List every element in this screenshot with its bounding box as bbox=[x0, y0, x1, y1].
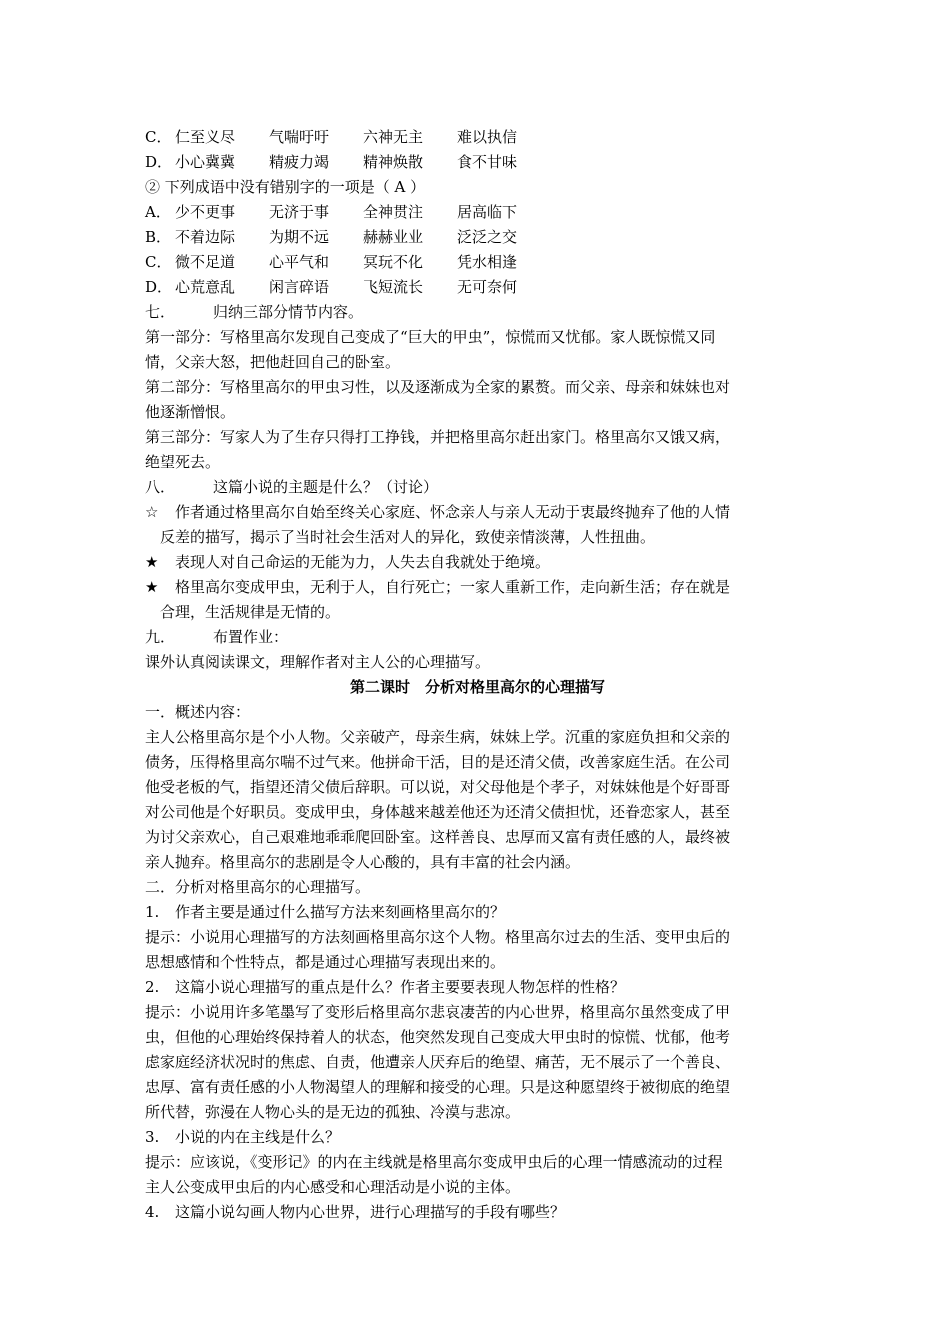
star-outline-icon: ☆ bbox=[145, 503, 159, 521]
paragraph-line: 主人公格里高尔是个小人物。父亲破产，母亲生病，妹妹上学。沉重的家庭负担和父亲的 bbox=[145, 728, 731, 746]
bullet-item: ★ 格里高尔变成甲虫，无利于人，自行死亡；一家人重新工作，走向新生活；存在就是 bbox=[145, 575, 810, 600]
option-row: C． 微不足道 心平气和 冥玩不化 凭水相逢 bbox=[145, 253, 518, 271]
paragraph-line: 为讨父亲欢心，自己艰难地乖乖爬回卧室。这样善良、忠厚而又富有责任感的人，最终被 bbox=[145, 828, 731, 846]
bullet-item: ★ 表现人对自己命运的无能为力，人失去自我就处于绝境。 bbox=[145, 550, 810, 575]
answer-line: 提示：应该说，《变形记》的内在主线就是格里高尔变成甲虫后的心理一情感流动的过程 bbox=[145, 1153, 723, 1171]
question-2: ② 下列成语中没有错别字的一项是（ A ） bbox=[145, 178, 426, 196]
section-9-heading: 九． 布置作业： bbox=[145, 628, 289, 646]
paragraph-line: 课外认真阅读课文，理解作者对主人公的心理描写。 bbox=[145, 653, 491, 671]
answer-line: 提示：小说用许多笔墨写了变形后格里高尔悲哀凄苦的内心世界，格里高尔虽然变成了甲 bbox=[145, 1003, 731, 1021]
question-1: 1. 作者主要是通过什么描写方法来刻画格里高尔的？ bbox=[145, 903, 506, 921]
paragraph-line: 债务，压得格里高尔喘不过气来。他拼命干活，目的是还清父债，改善家庭生活。在公司 bbox=[145, 753, 731, 771]
answer-line: 思想感情和个性特点，都是通过心理描写表现出来的。 bbox=[145, 953, 506, 971]
paragraph-line: 亲人抛弃。格里高尔的悲剧是令人心酸的，具有丰富的社会内涵。 bbox=[145, 853, 581, 871]
option-row: D． 心荒意乱 闲言碎语 飞短流长 无可奈何 bbox=[145, 278, 518, 296]
answer-line: 所代替，弥漫在人物心头的是无边的孤独、冷漠与悲凉。 bbox=[145, 1103, 521, 1121]
bullet-continuation: 反差的描写，揭示了当时社会生活对人的异化，致使亲情淡薄，人性扭曲。 bbox=[160, 528, 656, 546]
bullet-item: ☆ 作者通过格里高尔自始至终关心家庭、怀念亲人与亲人无动于衷最终抛弃了他的人情 bbox=[145, 500, 810, 525]
paragraph-line: 绝望死去。 bbox=[145, 453, 221, 471]
option-d-row: D． 小心冀冀 精疲力竭 精神焕散 食不甘味 bbox=[145, 153, 518, 171]
subsection-heading: 二．分析对格里高尔的心理描写。 bbox=[145, 878, 371, 896]
paragraph-line: 情，父亲大怒，把他赶回自己的卧室。 bbox=[145, 353, 401, 371]
answer-line: 忠厚、富有责任感的小人物渴望人的理解和接受的心理。只是这种愿望终于被彻底的绝望 bbox=[145, 1078, 731, 1096]
paragraph-line: 他逐渐憎恨。 bbox=[145, 403, 236, 421]
answer-line: 虑家庭经济状况时的焦虑、自责，他遭亲人厌弃后的绝望、痛苦，无不展示了一个善良、 bbox=[145, 1053, 731, 1071]
document-page bbox=[145, 125, 810, 1225]
question-2-analysis: 2. 这篇小说心理描写的重点是什么？作者主要要表现人物怎样的性格？ bbox=[145, 978, 626, 996]
option-row: A． 少不更事 无济于事 全神贯注 居高临下 bbox=[145, 203, 518, 221]
question-3: 3. 小说的内在主线是什么？ bbox=[145, 1128, 341, 1146]
paragraph-line: 对公司他是个好职员。变成甲虫，身体越来越差他还为还清父债担忧，还眷恋家人，甚至 bbox=[145, 803, 731, 821]
answer-line: 主人公变成甲虫后的内心感受和心理活动是小说的主体。 bbox=[145, 1178, 521, 1196]
lesson-2-title: 第二课时 分析对格里高尔的心理描写 bbox=[349, 678, 605, 696]
paragraph-line: 第二部分：写格里高尔的甲虫习性，以及逐渐成为全家的累赘。而父亲、母亲和妹妹也对 bbox=[145, 378, 731, 396]
question-4: 4. 这篇小说勾画人物内心世界，进行心理描写的手段有哪些？ bbox=[145, 1203, 566, 1221]
bullet-continuation: 合理，生活规律是无情的。 bbox=[160, 603, 341, 621]
paragraph-line: 他受老板的气，指望还清父债后辞职。可以说，对父母他是个孝子，对妹妹他是个好哥哥 bbox=[145, 778, 731, 796]
answer-line: 虫，但他的心理始终保持着人的状态，他突然发现自己变成大甲虫时的惊慌、忧郁，他考 bbox=[145, 1028, 731, 1046]
subsection-heading: 一．概述内容： bbox=[145, 703, 251, 721]
paragraph-line: 第一部分：写格里高尔发现自己变成了“巨大的甲虫”，惊慌而又忧郁。家人既惊慌又同 bbox=[145, 328, 716, 346]
section-7-heading: 七． 归纳三部分情节内容。 bbox=[145, 303, 364, 321]
paragraph-line: 第三部分：写家人为了生存只得打工挣钱，并把格里高尔赶出家门。格里高尔又饿又病， bbox=[145, 428, 731, 446]
section-8-heading: 八． 这篇小说的主题是什么？（讨论） bbox=[145, 478, 439, 496]
star-filled-icon: ★ bbox=[145, 578, 159, 596]
answer-line: 提示：小说用心理描写的方法刻画格里高尔这个人物。格里高尔过去的生活、变甲虫后的 bbox=[145, 928, 731, 946]
option-c-row: C． 仁至义尽 气喘吁吁 六神无主 难以执信 bbox=[145, 128, 518, 146]
star-filled-icon: ★ bbox=[145, 553, 159, 571]
option-row: B． 不着边际 为期不远 赫赫业业 泛泛之交 bbox=[145, 228, 518, 246]
